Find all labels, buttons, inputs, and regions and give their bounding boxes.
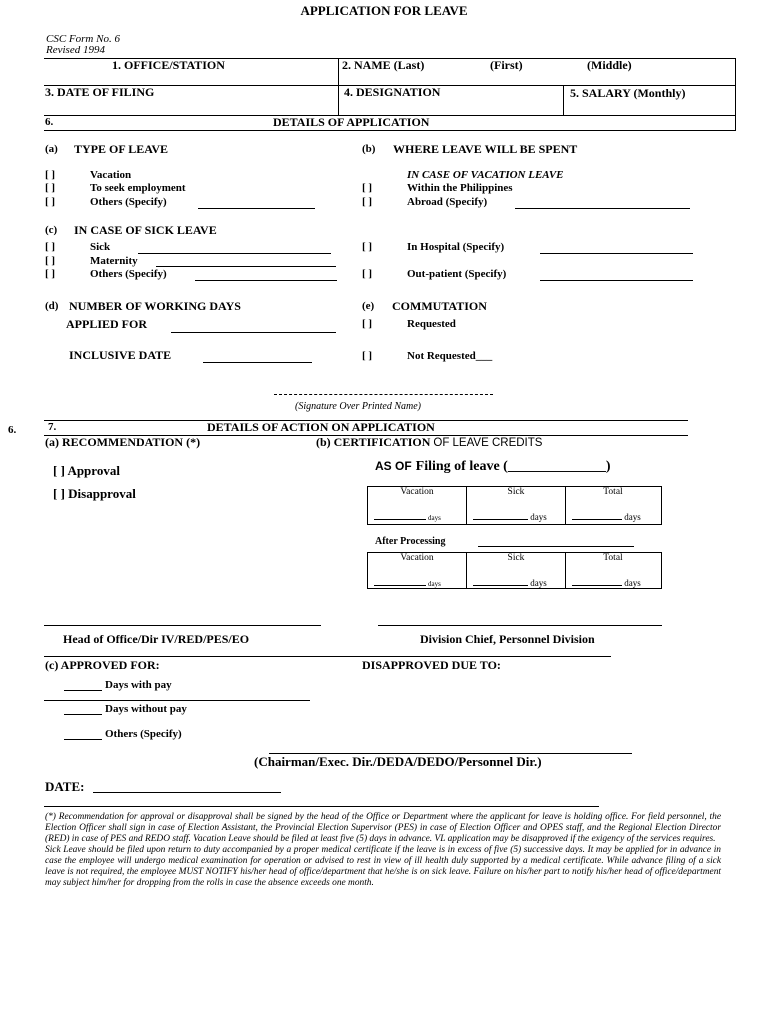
type-leave-label: (a) bbox=[45, 143, 58, 155]
within-philippines-label: Within the Philippines bbox=[407, 182, 513, 194]
designation-field[interactable]: 4. DESIGNATION bbox=[344, 85, 441, 99]
side-section-number: 6. bbox=[8, 424, 17, 436]
maternity-label: Maternity bbox=[90, 255, 138, 267]
days-with-pay-line[interactable] bbox=[64, 690, 102, 691]
days-with-pay-label: Days with pay bbox=[105, 679, 172, 691]
total-days-cell[interactable] bbox=[572, 574, 641, 588]
abroad-checkbox[interactable]: [ ] bbox=[362, 196, 373, 208]
days-without-pay-label: Days without pay bbox=[105, 703, 187, 715]
sick-others-checkbox[interactable]: [ ] bbox=[45, 268, 56, 280]
vacation-case-heading: IN CASE OF VACATION LEAVE bbox=[407, 169, 564, 181]
sick-days-cell[interactable] bbox=[473, 574, 547, 588]
maternity-line[interactable] bbox=[156, 266, 336, 267]
name-last-field[interactable]: 2. NAME (Last) bbox=[342, 58, 425, 72]
footnote-sick-leave: Sick Leave should be filed upon return to duty accompanied by a proper medical certificate if the leave is in excess of five (5) successive days. It may be applied for in advance in case the employee will undergo medical examination for operation or advised to rest in view of ill health duly supported by a medical certificate. While advance filing of a sick leave is not required, the employee MUST NOTIFY his/her head of office/department that he/she is on sick leave. Failure on his/her part to notify his/her head of office/department may subject him/her for dropping from the rolls in case the absence exceeds one month. bbox=[45, 845, 721, 888]
form-revised: Revised 1994 bbox=[46, 44, 105, 56]
vacation-days-cell[interactable] bbox=[374, 508, 441, 522]
days-unit: days bbox=[428, 514, 441, 522]
days-unit: days bbox=[428, 580, 441, 588]
inclusive-date-line[interactable] bbox=[203, 362, 312, 363]
section-7-number: 7. bbox=[48, 421, 57, 433]
abroad-label: Abroad (Specify) bbox=[407, 196, 488, 208]
others-specify-label: Others (Specify) bbox=[105, 728, 182, 740]
seek-employment-label: To seek employment bbox=[90, 182, 186, 194]
salary-field[interactable]: 5. SALARY (Monthly) bbox=[570, 86, 686, 100]
date-of-filing-field[interactable]: 3. DATE OF FILING bbox=[45, 85, 155, 99]
sick-leave-heading: IN CASE OF SICK LEAVE bbox=[74, 223, 217, 237]
recommendation-heading: (a) RECOMMENDATION (*) bbox=[45, 435, 201, 449]
total-column-header: Total bbox=[603, 487, 623, 497]
disapproval-option[interactable]: [ ] Disapproval bbox=[53, 486, 136, 501]
days-unit: days bbox=[624, 512, 641, 522]
vacation-label: Vacation bbox=[90, 169, 132, 181]
sick-leave-label: (c) bbox=[45, 224, 58, 236]
commutation-label: (e) bbox=[362, 300, 375, 312]
office-station-field[interactable]: 1. OFFICE/STATION bbox=[112, 58, 225, 72]
vacation-column-header: Vacation bbox=[400, 487, 434, 497]
days-unit: days bbox=[530, 578, 547, 588]
in-hospital-checkbox[interactable]: [ ] bbox=[362, 241, 373, 253]
sick-column-header: Sick bbox=[507, 553, 525, 563]
days-without-pay-line[interactable] bbox=[64, 714, 102, 715]
total-days-cell[interactable] bbox=[572, 508, 641, 522]
not-requested-checkbox[interactable]: [ ] bbox=[362, 350, 373, 362]
vacation-days-cell[interactable] bbox=[374, 574, 441, 588]
section-6-number: 6. bbox=[45, 116, 54, 128]
abroad-line[interactable] bbox=[515, 208, 690, 209]
maternity-checkbox[interactable]: [ ] bbox=[45, 255, 56, 267]
signature-caption: (Signature Over Printed Name) bbox=[295, 401, 421, 412]
after-processing-label: After Processing bbox=[375, 536, 446, 547]
in-hospital-line[interactable] bbox=[540, 253, 693, 254]
sick-days-cell[interactable] bbox=[473, 508, 547, 522]
footnote-recommendation: (*) Recommendation for approval or disapproval shall be signed by the head of the Office or Department where the applicant for leave is holding office. For field personnel, the Election Officer shall sign in case of Election Assistant, the Provincial Election Supervisor (PES) in case of Election Officer and OPES staff, and the Regional Election Director (RED) in case of PES and REDO staff. Vacation Leave should be filed at least five (5) days in advance. VL application may be disapproved if the exigency of the services requires. bbox=[45, 812, 721, 844]
details-of-action-heading: DETAILS OF ACTION ON APPLICATION bbox=[207, 420, 435, 434]
approving-officer-caption: (Chairman/Exec. Dir./DEDA/DEDO/Personnel Dir.) bbox=[254, 754, 542, 769]
in-hospital-label: In Hospital (Specify) bbox=[407, 241, 505, 253]
sick-label: Sick bbox=[90, 241, 111, 253]
certification-heading bbox=[316, 435, 542, 450]
form-number: CSC Form No. 6 bbox=[46, 33, 120, 45]
sick-checkbox[interactable]: [ ] bbox=[45, 241, 56, 253]
applicant-signature-line[interactable] bbox=[274, 394, 493, 395]
type-leave-heading: TYPE OF LEAVE bbox=[74, 142, 169, 156]
approved-for-heading: (c) APPROVED FOR: bbox=[45, 658, 160, 672]
others-leave-label: Others (Specify) bbox=[90, 196, 167, 208]
total-column-header: Total bbox=[603, 553, 623, 563]
out-patient-checkbox[interactable]: [ ] bbox=[362, 268, 373, 280]
others-leave-line[interactable] bbox=[198, 208, 315, 209]
date-line[interactable] bbox=[93, 792, 281, 793]
others-specify-line[interactable] bbox=[64, 739, 102, 740]
details-of-application-heading: DETAILS OF APPLICATION bbox=[273, 115, 430, 129]
disapproved-due-heading: DISAPPROVED DUE TO: bbox=[362, 658, 501, 672]
working-days-heading: NUMBER OF WORKING DAYS bbox=[69, 299, 241, 313]
where-leave-heading: WHERE LEAVE WILL BE SPENT bbox=[393, 142, 578, 156]
division-chief-caption: Division Chief, Personnel Division bbox=[420, 632, 595, 646]
name-first-label: (First) bbox=[490, 58, 523, 72]
name-middle-label: (Middle) bbox=[587, 58, 632, 72]
certification-rest: OF LEAVE CREDITS bbox=[433, 437, 543, 449]
vacation-checkbox[interactable]: [ ] bbox=[45, 169, 56, 181]
within-philippines-checkbox[interactable]: [ ] bbox=[362, 182, 373, 194]
vacation-column-header: Vacation bbox=[400, 553, 434, 563]
out-patient-line[interactable] bbox=[540, 280, 693, 281]
working-days-label: (d) bbox=[45, 300, 59, 312]
footnotes bbox=[45, 812, 721, 889]
head-of-office-signature-line[interactable] bbox=[44, 625, 321, 626]
where-leave-label: (b) bbox=[362, 143, 376, 155]
date-label: DATE: bbox=[45, 779, 85, 794]
days-unit: days bbox=[530, 512, 547, 522]
sick-others-label: Others (Specify) bbox=[90, 268, 167, 280]
disapproval-reason-line[interactable] bbox=[44, 700, 310, 701]
sick-column-header: Sick bbox=[507, 487, 525, 497]
commutation-heading: COMMUTATION bbox=[392, 299, 487, 313]
sick-others-line[interactable] bbox=[195, 280, 337, 281]
requested-label: Requested bbox=[407, 318, 456, 330]
as-of-filing bbox=[375, 457, 610, 475]
inclusive-date-label: INCLUSIVE DATE bbox=[69, 348, 172, 362]
head-of-office-caption: Head of Office/Dir IV/RED/PES/EO bbox=[63, 632, 250, 646]
applied-for-label: APPLIED FOR bbox=[66, 317, 147, 331]
approval-option[interactable]: [ ] Approval bbox=[53, 463, 120, 478]
sick-line[interactable] bbox=[138, 253, 331, 254]
requested-checkbox[interactable]: [ ] bbox=[362, 318, 373, 330]
others-leave-checkbox[interactable]: [ ] bbox=[45, 196, 56, 208]
division-chief-signature-line[interactable] bbox=[378, 625, 662, 626]
after-processing-line[interactable] bbox=[478, 546, 634, 547]
as-of-label: AS OF bbox=[375, 459, 412, 473]
seek-employment-checkbox[interactable]: [ ] bbox=[45, 182, 56, 194]
days-unit: days bbox=[624, 578, 641, 588]
out-patient-label: Out-patient (Specify) bbox=[407, 268, 507, 280]
filing-of-leave-label[interactable]: Filing of leave (______________) bbox=[415, 459, 611, 474]
not-requested-label: Not Requested___ bbox=[407, 350, 493, 362]
form-title: APPLICATION FOR LEAVE bbox=[300, 3, 468, 18]
certification-label: (b) CERTIFICATION bbox=[316, 435, 431, 449]
applied-for-line[interactable] bbox=[171, 332, 336, 333]
